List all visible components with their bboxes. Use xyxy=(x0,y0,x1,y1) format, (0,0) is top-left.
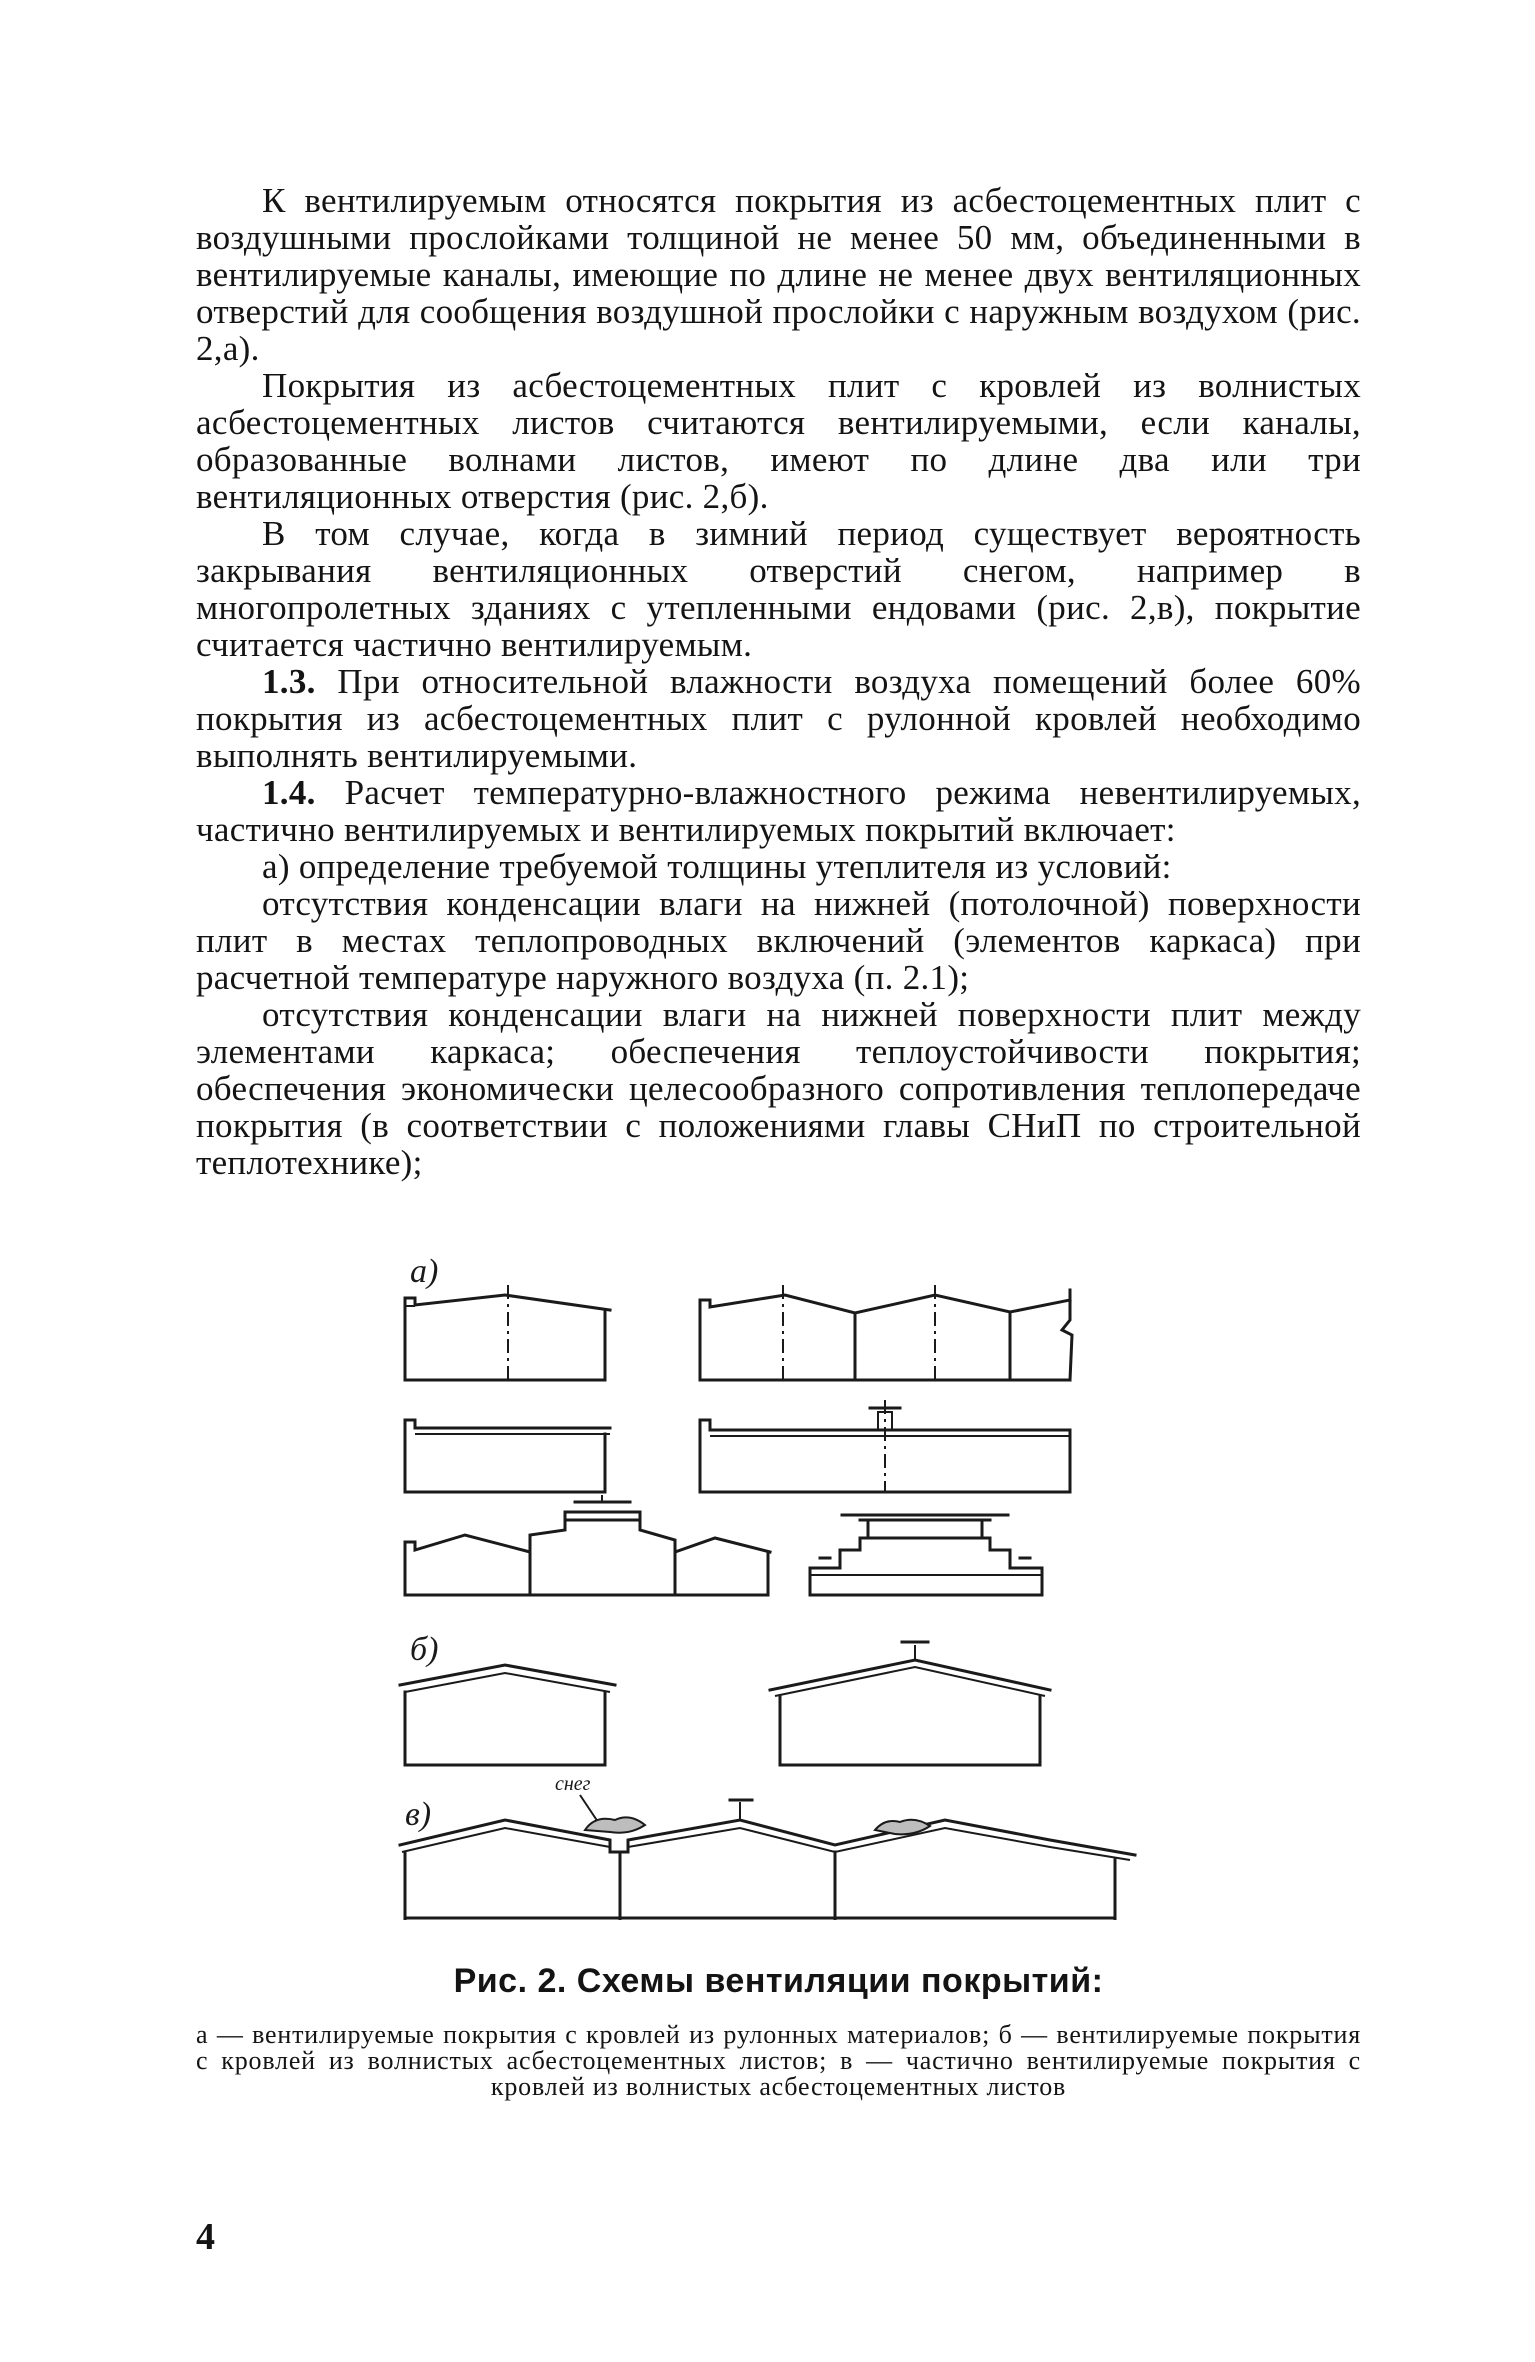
section-text: Расчет температурно-влажностного режима невентилируемых, частично вентилируемых и вентилируемых покрытий включает: xyxy=(196,773,1361,849)
figure-caption-title: Рис. 2. Схемы вентиляции покрытий: xyxy=(453,1962,1104,2000)
scheme-b1-pitched xyxy=(400,1665,615,1765)
figure-caption-text: а — вентилируемые покрытия с кровлей из рулонных материалов; б — вентилируемые покрытия с кровлей из волнистых асбестоцементных листов; в — частично вентилируемые покрытия с кровлей из волнистых асбестоцементных листов xyxy=(196,2020,1361,2101)
paragraph-section-1-3 xyxy=(196,663,1361,774)
page-number: 4 xyxy=(196,2216,215,2258)
paragraph-ventilated-definition: К вентилируемым относятся покрытия из асбестоцементных плит с воздушными прослойками толщиной не менее 50 мм, объединенными в вентилируемые каналы, имеющие по длине не менее двух вентиляционных отверстий для сообщения воздушной прослойки с наружным воздухом (рис. 2,а). xyxy=(196,181,1361,368)
figure-label-v: в) xyxy=(405,1796,432,1833)
section-number: 1.3. xyxy=(262,662,316,701)
figure-label-a: а) xyxy=(410,1253,439,1290)
paragraph-partially-ventilated: В том случае, когда в зимний период существует вероятность закрывания вентиляционных отверстий снегом, например в многопролетных зданиях с утепленными ендовами (рис. 2,в), покрытие считается частично вентилируемым. xyxy=(196,514,1361,664)
paragraph-section-1-4 xyxy=(196,774,1361,848)
scheme-b2-pitched-ventilator xyxy=(770,1642,1050,1765)
roof-schemes-drawing xyxy=(390,1240,1150,1920)
body-text xyxy=(196,182,1361,1181)
snow-label: снег xyxy=(555,1773,591,1795)
figure-label-b: б) xyxy=(410,1631,439,1668)
scheme-a3-flat-single xyxy=(405,1420,610,1492)
scheme-v1-multispan-snow xyxy=(400,1795,1135,1920)
section-text: При относительной влажности воздуха помещений более 60% покрытия из асбестоцементных плит с рулонной кровлей необходимо выполнять вентилируемыми. xyxy=(196,662,1361,775)
paragraph-item-a: а) определение требуемой толщины утеплителя из условий: xyxy=(262,847,1172,886)
scheme-a6-flat-lantern xyxy=(810,1515,1042,1595)
scheme-a4-flat-ventilator xyxy=(700,1400,1070,1492)
paragraph-condition-1: отсутствия конденсации влаги на нижней (потолочной) поверхности плит в местах теплопроводных включений (элементов каркаса) при расчетной температуре наружного воздуха (п. 2.1); xyxy=(196,884,1361,997)
paragraph-condition-2: отсутствия конденсации влаги на нижней поверхности плит между элементами каркаса; обеспечения теплоустойчивости покрытия; обеспечения экономически целесообразного сопротивления теплопередаче покрытия (в соответствии с положениями главы СНиП по строительной теплотехнике); xyxy=(196,995,1361,1182)
scheme-a5-sawtooth-lantern xyxy=(405,1495,770,1595)
scheme-a1-pitched-single xyxy=(405,1285,610,1380)
section-number: 1.4. xyxy=(262,773,316,812)
figure-ventilation-schemes xyxy=(390,1240,1150,1920)
scheme-a2-pitched-multi xyxy=(700,1285,1072,1380)
paragraph-wavy-sheets: Покрытия из асбестоцементных плит с кровлей из волнистых асбестоцементных листов считаются вентилируемыми, если каналы, образованные волнами листов, имеют по длине два или три вентиляционных отверстия (рис. 2,б). xyxy=(196,366,1361,516)
